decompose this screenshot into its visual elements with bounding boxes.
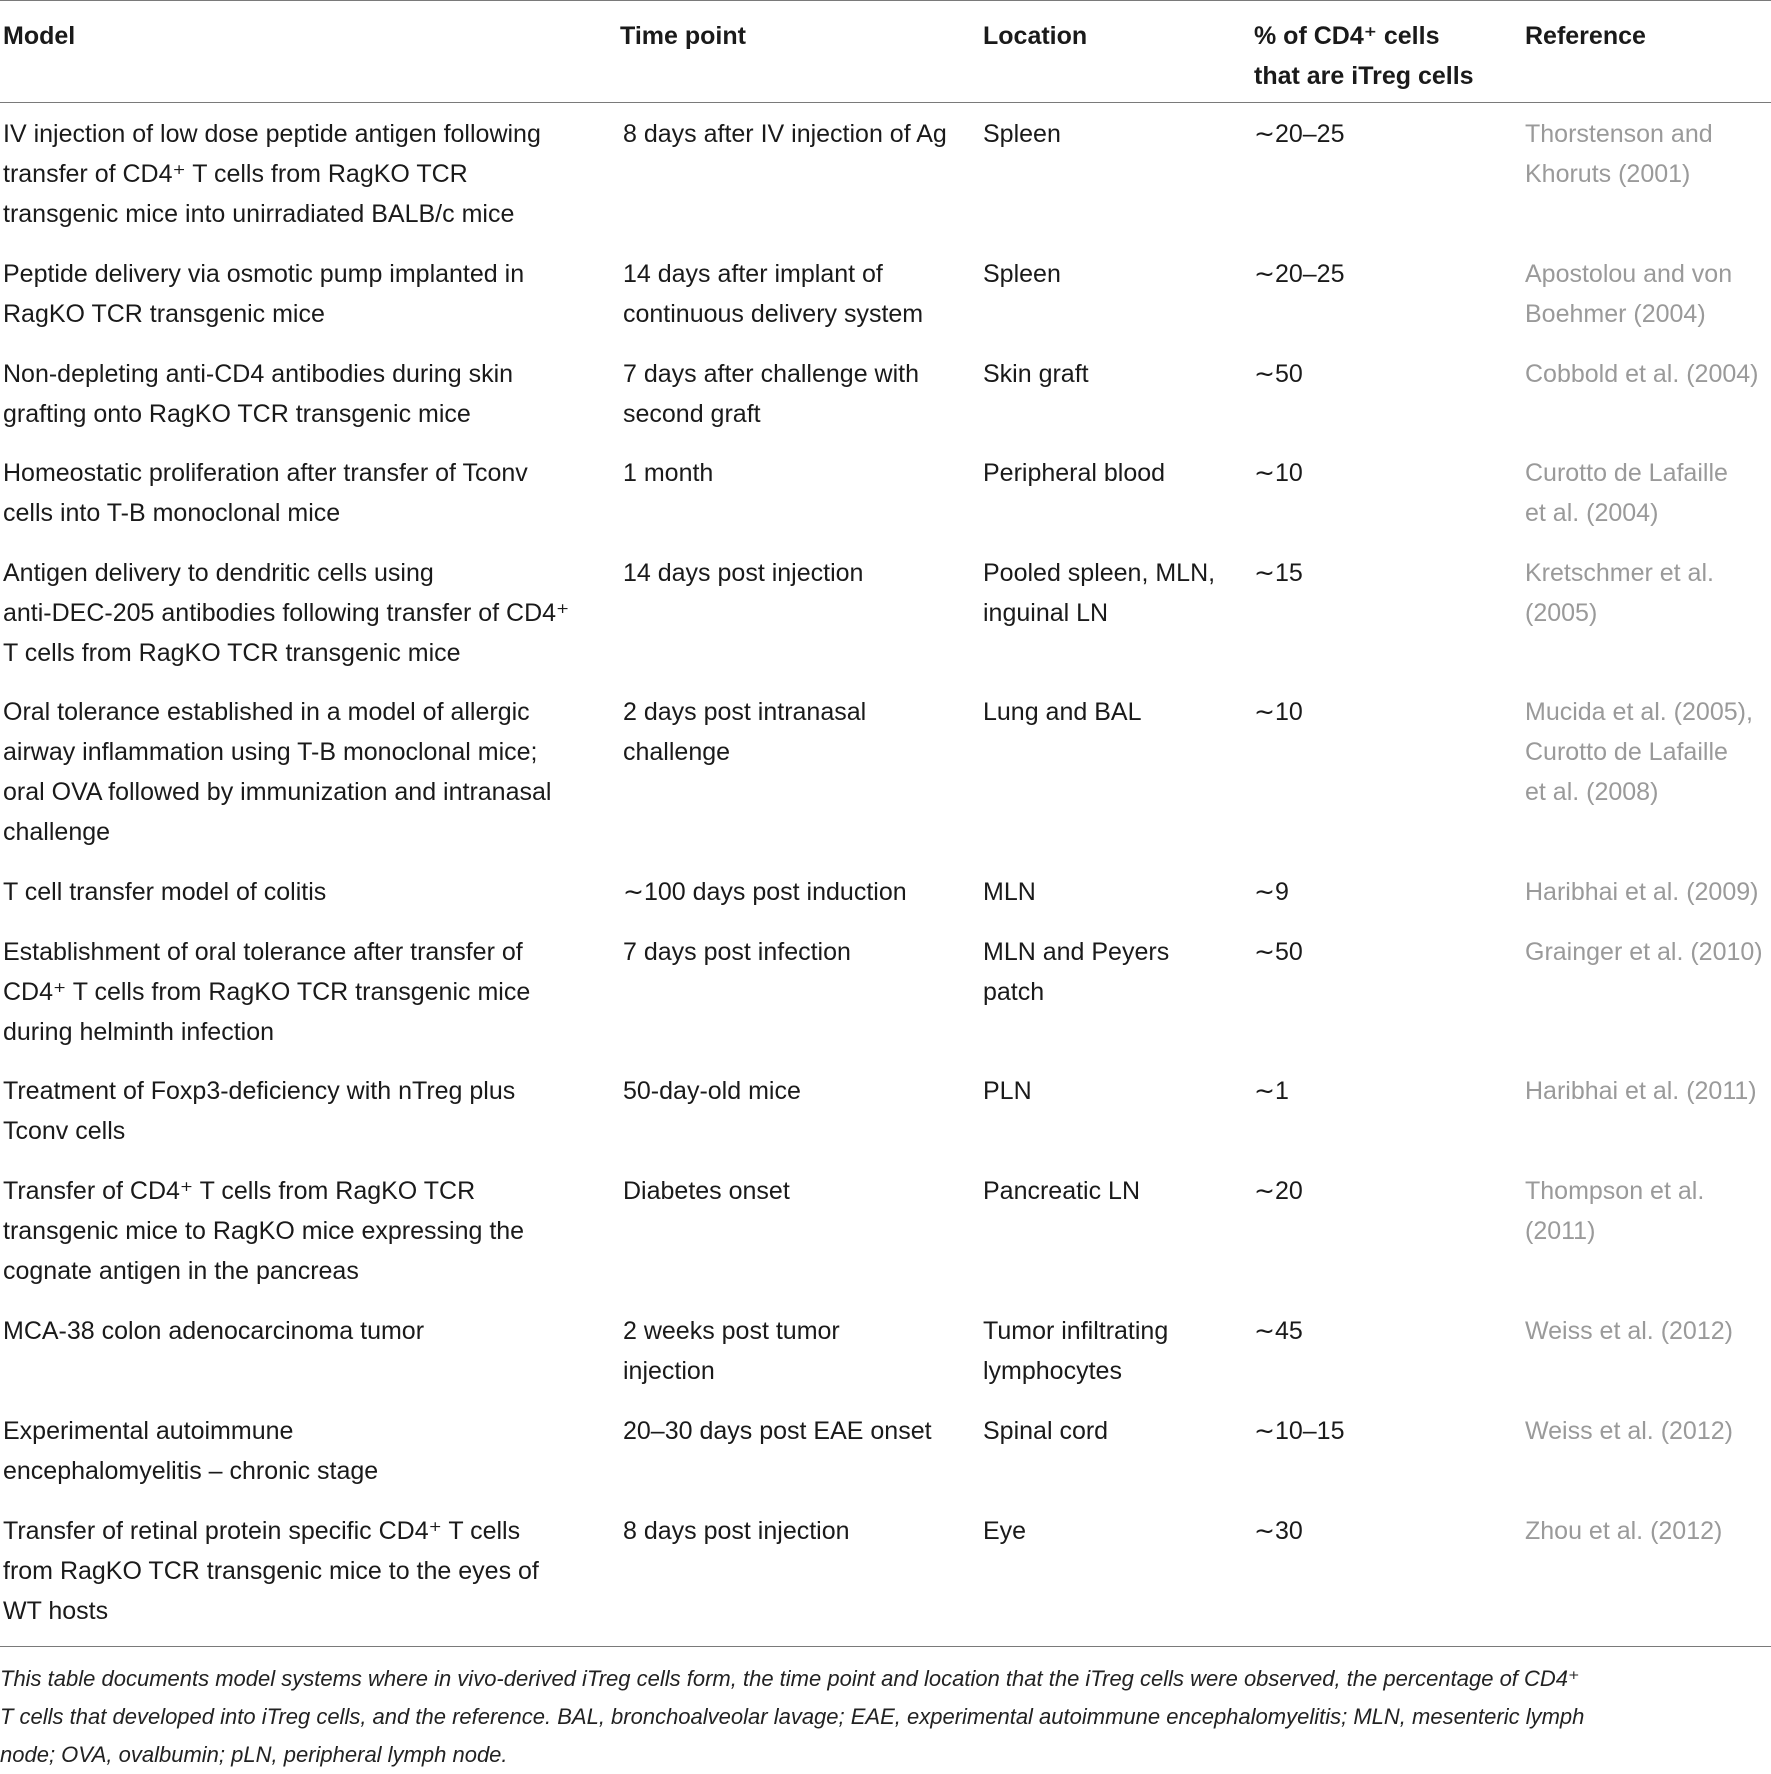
cell-time: 7 days after challenge with second graft: [623, 360, 920, 428]
cell-reference: Thompson et al. (2011): [1525, 1177, 1705, 1245]
table-footnote: This table documents model systems where in vivo-derived iTreg cells form, the time point and location that the iTreg cells were observed, the percentage of CD4⁺ T cells that developed into iTreg cells, and the reference. BAL, bronchoalveolar lavage; EAE, experimental autoimmune encephalomyelitis; MLN, mesenteric lymph node; OVA, ovalbumin; pLN, peripheral lymph node.: [0, 1666, 1585, 1767]
cell-percent: ∼10: [1254, 698, 1303, 726]
cell-reference: Weiss et al. (2012): [1525, 1417, 1733, 1445]
cell-percent: ∼10–15: [1254, 1417, 1345, 1445]
cell-time: 14 days after implant of continuous delivery system: [623, 260, 924, 328]
cell-reference: Weiss et al. (2012): [1525, 1317, 1733, 1345]
cell-model: IV injection of low dose peptide antigen following transfer of CD4⁺ T cells from RagKO TCR transgenic mice into unirradiated BALB/c mice: [3, 120, 541, 228]
cell-model: Homeostatic proliferation after transfer of Tconv cells into T-B monoclonal mice: [3, 459, 528, 527]
cell-percent: ∼50: [1254, 360, 1303, 388]
cell-location: PLN: [983, 1077, 1032, 1105]
cell-time: 1 month: [623, 459, 714, 487]
cell-time: 50-day-old mice: [623, 1077, 801, 1105]
cell-reference: Apostolou and von Boehmer (2004): [1525, 260, 1733, 328]
cell-location: MLN: [983, 878, 1036, 906]
cell-model: T cell transfer model of colitis: [3, 878, 327, 906]
cell-time: 8 days post injection: [623, 1517, 850, 1545]
cell-location: Eye: [983, 1517, 1027, 1545]
cell-location: Pancreatic LN: [983, 1177, 1141, 1205]
cell-percent: ∼1: [1254, 1077, 1289, 1105]
cell-reference: Mucida et al. (2005), Curotto de Lafaille et al. (2008): [1525, 698, 1753, 806]
cell-percent: ∼9: [1254, 878, 1289, 906]
cell-model: Oral tolerance established in a model of allergic airway inflammation using T-B monoclonal mice; oral OVA followed by immunization and intranasal challenge: [3, 698, 552, 846]
header-location: Location: [983, 22, 1088, 50]
cell-model: Antigen delivery to dendritic cells using anti-DEC-205 antibodies following transfer of CD4⁺ T cells from RagKO TCR transgenic mice: [3, 559, 570, 667]
header-reference: Reference: [1525, 22, 1646, 50]
cell-reference: Zhou et al. (2012): [1525, 1517, 1723, 1545]
cell-reference: Grainger et al. (2010): [1525, 938, 1763, 966]
cell-model: Transfer of retinal protein specific CD4⁺ T cells from RagKO TCR transgenic mice to the eyes of WT hosts: [3, 1517, 539, 1625]
cell-location: Spleen: [983, 120, 1061, 148]
table-bottom-rule: [0, 1646, 1771, 1647]
cell-percent: ∼30: [1254, 1517, 1303, 1545]
header-model: Model: [3, 22, 76, 50]
cell-percent: ∼20–25: [1254, 120, 1345, 148]
header-percent-itreg: % of CD4⁺ cells that are iTreg cells: [1254, 22, 1474, 90]
cell-percent: ∼15: [1254, 559, 1303, 587]
table-top-rule: [0, 0, 1771, 1]
cell-reference: Curotto de Lafaille et al. (2004): [1525, 459, 1728, 527]
cell-time: 7 days post infection: [623, 938, 851, 966]
header-rule: [0, 102, 1771, 103]
cell-model: Experimental autoimmune encephalomyelitis – chronic stage: [3, 1417, 379, 1485]
cell-location: Skin graft: [983, 360, 1089, 388]
cell-reference: Cobbold et al. (2004): [1525, 360, 1759, 388]
cell-percent: ∼20–25: [1254, 260, 1345, 288]
cell-location: Tumor infiltrating lymphocytes: [983, 1317, 1169, 1385]
cell-model: Peptide delivery via osmotic pump implanted in RagKO TCR transgenic mice: [3, 260, 525, 328]
cell-location: Peripheral blood: [983, 459, 1166, 487]
cell-model: Treatment of Foxp3-deficiency with nTreg plus Tconv cells: [3, 1077, 516, 1145]
cell-time: Diabetes onset: [623, 1177, 790, 1205]
cell-time: 8 days after IV injection of Ag: [623, 120, 947, 148]
header-time-point: Time point: [620, 22, 746, 50]
cell-percent: ∼50: [1254, 938, 1303, 966]
cell-percent: ∼10: [1254, 459, 1303, 487]
cell-percent: ∼45: [1254, 1317, 1303, 1345]
cell-time: 20–30 days post EAE onset: [623, 1417, 932, 1445]
cell-time: ∼100 days post induction: [623, 878, 907, 906]
cell-percent: ∼20: [1254, 1177, 1303, 1205]
cell-time: 2 weeks post tumor injection: [623, 1317, 840, 1385]
cell-model: Establishment of oral tolerance after transfer of CD4⁺ T cells from RagKO TCR transgenic mice during helminth infection: [3, 938, 531, 1046]
cell-location: MLN and Peyers patch: [983, 938, 1170, 1006]
cell-model: Non-depleting anti-CD4 antibodies during skin grafting onto RagKO TCR transgenic mice: [3, 360, 514, 428]
cell-location: Pooled spleen, MLN, inguinal LN: [983, 559, 1216, 627]
cell-location: Lung and BAL: [983, 698, 1142, 726]
cell-time: 14 days post injection: [623, 559, 864, 587]
cell-model: Transfer of CD4⁺ T cells from RagKO TCR transgenic mice to RagKO mice expressing the cognate antigen in the pancreas: [3, 1177, 525, 1285]
cell-reference: Haribhai et al. (2011): [1525, 1077, 1757, 1105]
cell-reference: Kretschmer et al. (2005): [1525, 559, 1714, 627]
cell-location: Spinal cord: [983, 1417, 1109, 1445]
cell-time: 2 days post intranasal challenge: [623, 698, 867, 766]
cell-model: MCA-38 colon adenocarcinoma tumor: [3, 1317, 425, 1345]
cell-location: Spleen: [983, 260, 1061, 288]
cell-reference: Haribhai et al. (2009): [1525, 878, 1759, 906]
cell-reference: Thorstenson and Khoruts (2001): [1525, 120, 1713, 188]
